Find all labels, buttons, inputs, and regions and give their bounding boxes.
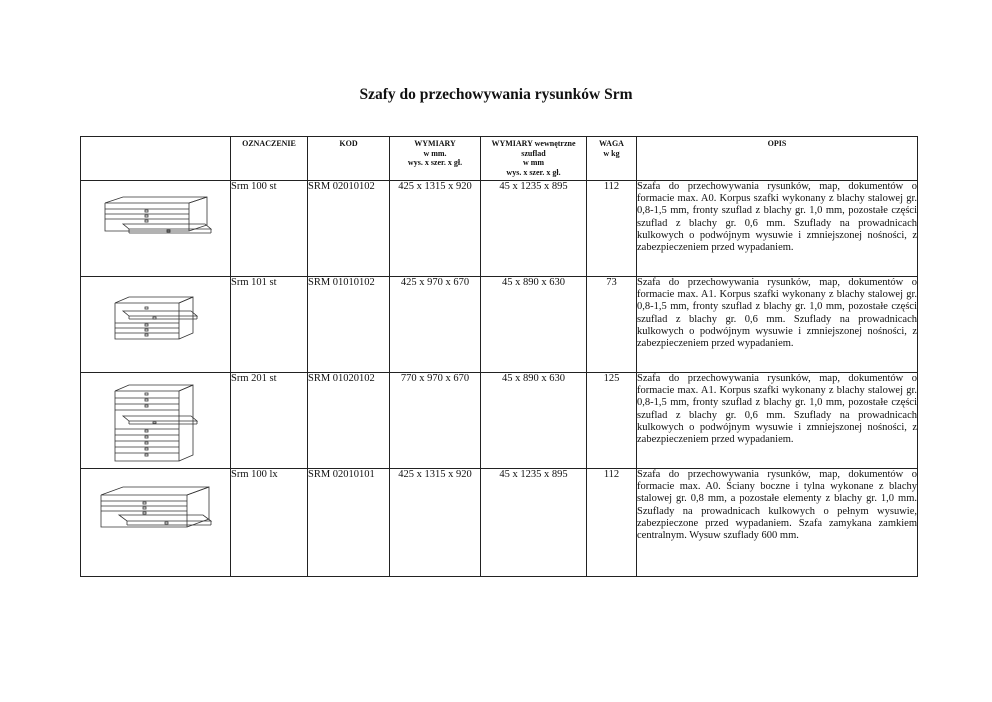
header-waga-line2: w kg (603, 148, 620, 158)
cell-oznaczenie: Srm 100 lx (231, 469, 308, 577)
header-wymiary-line1: WYMIARY (414, 139, 456, 148)
cell-opis: Szafa do przechowywania rysunków, map, dokumentów o formacie max. A0. Ściany boczne i tylna wykonane z blachy stalowej gr. 0,8 mm, a pozostałe elementy z blachy gr. 1,0 mm. Szuflady na prowadnicach kulkowych o pełnym wysuwie, zabezpieczone przed wypadaniem. Szafa zamykana zamkiem centralnym. Wysuw szuflady 600 mm. (637, 469, 918, 577)
flat-file-cabinet-icon (93, 285, 219, 345)
cell-kod: SRM 02010101 (308, 469, 390, 577)
header-waga (587, 137, 637, 181)
cell-oznaczenie: Srm 201 st (231, 373, 308, 469)
cell-wymiary-wewnetrzne: 45 x 890 x 630 (481, 373, 587, 469)
header-oznaczenie: OZNACZENIE (231, 137, 308, 181)
header-kod: KOD (308, 137, 390, 181)
cell-kod: SRM 02010102 (308, 181, 390, 277)
cell-waga: 125 (587, 373, 637, 469)
header-wymiary-wewnetrzne (481, 137, 587, 181)
flat-file-cabinet-icon (93, 381, 219, 465)
cabinet-image (81, 181, 231, 277)
header-wymiary-line3: wys. x szer. x gł. (407, 158, 463, 167)
cell-wymiary-wewnetrzne: 45 x 890 x 630 (481, 277, 587, 373)
cell-waga: 112 (587, 181, 637, 277)
header-wewn-line2: szuflad (521, 148, 546, 158)
cell-waga: 112 (587, 469, 637, 577)
cell-wymiary: 425 x 1315 x 920 (390, 181, 481, 277)
header-wymiary (390, 137, 481, 181)
cell-opis: Szafa do przechowywania rysunków, map, dokumentów o formacie max. A1. Korpus szafki wykonany z blachy stalowej gr. 0,8-1,5 mm, fronty szuflad z blachy gr. 1,0 mm, pozostałe części szuflad z blachy gr. 0,6 mm. Szuflady na prowadnicach kulkowych o podwójnym wysuwie i zmniejszonej nośności, z zabezpieczeniem przed wypadaniem. (637, 373, 918, 469)
table-row (81, 469, 918, 577)
page-title: Szafy do przechowywania rysunków Srm (359, 86, 633, 103)
header-opis: OPIS (637, 137, 918, 181)
header-wewn-line4: wys. x szer. x gł. (506, 167, 561, 177)
cell-wymiary: 770 x 970 x 670 (390, 373, 481, 469)
cell-kod: SRM 01010102 (308, 277, 390, 373)
table-row (81, 373, 918, 469)
header-wewn-line3: w mm (522, 158, 545, 167)
table-row (81, 181, 918, 277)
cell-oznaczenie: Srm 100 st (231, 181, 308, 277)
cell-opis: Szafa do przechowywania rysunków, map, dokumentów o formacie max. A0. Korpus szafki wykonany z blachy stalowej gr. 0,8-1,5 mm, fronty szuflad z blachy gr. 1,0 mm, pozostałe części szuflad z blachy gr. 0,6 mm. Szuflady na prowadnicach kulkowych o podwójnym wysuwie i zmniejszonej nośności, z zabezpieczeniem przed wypadaniem. (637, 181, 918, 277)
header-row (81, 137, 918, 181)
header-waga-line1: WAGA (599, 139, 624, 148)
cell-wymiary: 425 x 970 x 670 (390, 277, 481, 373)
cell-kod: SRM 01020102 (308, 373, 390, 469)
cell-oznaczenie: Srm 101 st (231, 277, 308, 373)
cell-waga: 73 (587, 277, 637, 373)
cell-wymiary-wewnetrzne: 45 x 1235 x 895 (481, 181, 587, 277)
cabinet-image (81, 277, 231, 373)
table-row (81, 277, 918, 373)
cabinet-image (81, 373, 231, 469)
cell-wymiary: 425 x 1315 x 920 (390, 469, 481, 577)
cell-opis: Szafa do przechowywania rysunków, map, dokumentów o formacie max. A1. Korpus szafki wykonany z blachy stalowej gr. 0,8-1,5 mm, fronty szuflad z blachy gr. 1,0 mm, pozostałe części szuflad z blachy gr. 0,6 mm. Szuflady na prowadnicach kulkowych o podwójnym wysuwie i zmniejszonej nośności, z zabezpieczeniem przed wypadaniem. (637, 277, 918, 373)
products-table (80, 136, 918, 577)
header-image (81, 137, 231, 181)
cell-wymiary-wewnetrzne: 45 x 1235 x 895 (481, 469, 587, 577)
flat-file-cabinet-icon (91, 477, 221, 537)
cabinet-image (81, 469, 231, 577)
header-wewn-line1: WYMIARY wewnętrzne (491, 139, 576, 148)
flat-file-cabinet-icon (93, 189, 219, 245)
header-wymiary-line2: w mm. (423, 148, 447, 158)
